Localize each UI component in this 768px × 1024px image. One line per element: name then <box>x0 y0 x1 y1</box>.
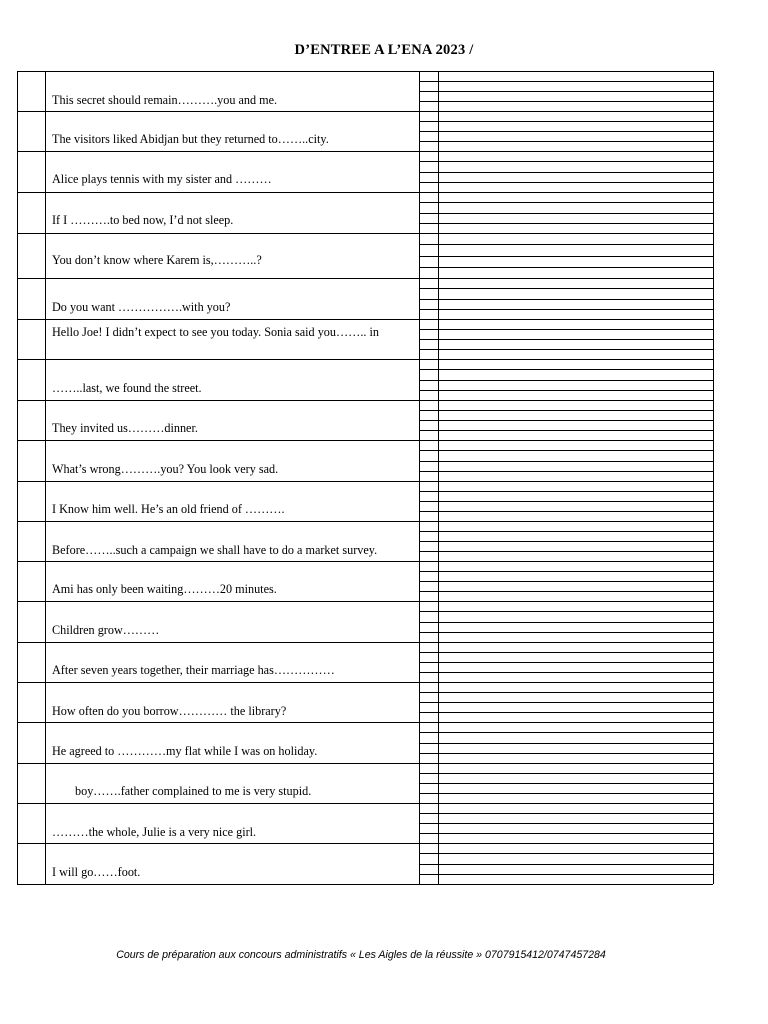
answer-grid-line <box>419 349 713 350</box>
answer-grid-line <box>419 803 713 804</box>
answer-grid-line <box>419 400 713 401</box>
answer-grid-line <box>419 390 713 391</box>
answer-grid-line <box>419 632 713 633</box>
answer-grid-line <box>419 601 713 602</box>
answer-grid-line <box>419 662 713 663</box>
answer-grid-line <box>419 267 713 268</box>
question-text: Before……..such a campaign we shall have to do a market survey. <box>52 543 378 557</box>
answer-grid-line <box>419 793 713 794</box>
answer-grid-line <box>419 369 713 370</box>
answer-grid-line <box>419 319 713 320</box>
answer-grid-line <box>419 853 713 854</box>
answer-grid-line <box>419 864 713 865</box>
question-text: After seven years together, their marriage has…………… <box>52 663 335 677</box>
question-text: Hello Joe! I didn’t expect to see you today. Sonia said you…….. in <box>52 325 379 339</box>
answer-grid-line <box>419 622 713 623</box>
table-border-right <box>713 71 714 884</box>
question-text: They invited us………dinner. <box>52 421 198 435</box>
answer-grid-line <box>419 833 713 834</box>
question-row-divider <box>17 481 419 482</box>
answer-grid-line <box>419 91 713 92</box>
question-text: He agreed to …………my flat while I was on holiday. <box>52 744 318 758</box>
question-row-divider <box>17 151 419 152</box>
page-title: D’ENTREE A L’ENA 2023 / <box>294 42 474 58</box>
answer-grid-line <box>419 233 713 234</box>
answer-grid-line <box>419 884 713 885</box>
answer-grid-line <box>419 722 713 723</box>
answer-grid-line <box>419 461 713 462</box>
question-text: ………the whole, Julie is a very nice girl. <box>52 825 257 839</box>
answer-grid-line <box>419 652 713 653</box>
answer-grid-line <box>419 299 713 300</box>
answer-grid-line <box>419 430 713 431</box>
answer-grid-line <box>419 763 713 764</box>
answer-grid-line <box>419 244 713 245</box>
answer-grid-line <box>419 182 713 183</box>
question-text: You don’t know where Karem is,………..? <box>52 253 262 267</box>
question-row-divider <box>17 763 419 764</box>
question-text: How often do you borrow………… the library? <box>52 704 287 718</box>
answer-grid-line <box>419 551 713 552</box>
answer-grid-line <box>419 420 713 421</box>
answer-grid-line <box>419 571 713 572</box>
answer-grid-line <box>419 213 713 214</box>
answer-grid-line <box>419 309 713 310</box>
question-row-divider <box>17 400 419 401</box>
question-row-divider <box>17 192 419 193</box>
answer-grid-line <box>419 223 713 224</box>
answer-grid-line <box>419 491 713 492</box>
table-border-top <box>17 71 419 72</box>
answer-grid-line <box>419 359 713 360</box>
answer-grid-line <box>419 732 713 733</box>
answer-grid-line <box>419 843 713 844</box>
answer-grid-line <box>419 172 713 173</box>
answer-grid-line <box>419 380 713 381</box>
answer-grid-line <box>419 773 713 774</box>
question-row-divider <box>17 521 419 522</box>
question-text: Ami has only been waiting………20 minutes. <box>52 582 277 596</box>
question-row-divider <box>17 561 419 562</box>
question-row-divider <box>17 440 419 441</box>
answer-grid-line <box>419 672 713 673</box>
answer-grid-line <box>419 141 713 142</box>
answer-grid-line <box>419 753 713 754</box>
answer-grid-line <box>419 161 713 162</box>
question-row-divider <box>17 319 419 320</box>
answer-grid-line <box>419 874 713 875</box>
question-row-divider <box>17 722 419 723</box>
answer-grid-line <box>419 642 713 643</box>
answer-grid-line <box>419 813 713 814</box>
answer-grid-line <box>419 712 713 713</box>
answer-grid-line <box>419 288 713 289</box>
question-row-divider <box>17 359 419 360</box>
answer-grid-line <box>419 202 713 203</box>
answer-grid-line <box>419 692 713 693</box>
answer-grid-line <box>419 823 713 824</box>
question-row-divider <box>17 682 419 683</box>
question-text: This secret should remain……….you and me. <box>52 93 278 107</box>
answer-grid-line <box>419 410 713 411</box>
answer-grid-line <box>419 131 713 132</box>
footer-note: Cours de préparation aux concours administratifs « Les Aigles de la réussite » 0707915412/0747457284 <box>116 949 606 961</box>
answer-grid-line <box>419 541 713 542</box>
answer-grid-line <box>419 743 713 744</box>
answer-grid-line <box>419 329 713 330</box>
answer-grid-line <box>419 783 713 784</box>
answer-grid-line <box>419 192 713 193</box>
question-text: ……..last, we found the street. <box>52 381 202 395</box>
answer-grid-line <box>419 111 713 112</box>
question-row-divider <box>17 843 419 844</box>
question-row-divider <box>17 884 419 885</box>
question-row-divider <box>17 233 419 234</box>
answer-grid-line <box>419 531 713 532</box>
answer-grid-line <box>419 591 713 592</box>
answer-grid-line <box>419 278 713 279</box>
question-text: boy…….father complained to me is very stupid. <box>75 784 312 798</box>
answer-grid-line <box>419 481 713 482</box>
question-text: I will go……foot. <box>52 865 141 879</box>
answer-grid-line <box>419 101 713 102</box>
question-row-divider <box>17 278 419 279</box>
answer-grid-line <box>419 450 713 451</box>
answer-grid-line <box>419 581 713 582</box>
question-row-divider <box>17 111 419 112</box>
answer-grid-line <box>419 521 713 522</box>
answer-grid-line <box>419 702 713 703</box>
answer-grid-line <box>419 121 713 122</box>
answer-grid-line <box>419 71 713 72</box>
answer-grid-line <box>419 440 713 441</box>
question-row-divider <box>17 642 419 643</box>
question-row-divider <box>17 803 419 804</box>
answer-grid-line <box>419 81 713 82</box>
answer-grid-line <box>419 501 713 502</box>
answer-grid-line <box>419 682 713 683</box>
question-text: The visitors liked Abidjan but they returned to……..city. <box>52 132 329 146</box>
answer-grid-line <box>419 611 713 612</box>
answer-grid-line <box>419 256 713 257</box>
question-text: If I ……….to bed now, I’d not sleep. <box>52 213 234 227</box>
answer-grid-line <box>419 511 713 512</box>
question-text: Alice plays tennis with my sister and ……… <box>52 172 272 186</box>
question-text: What’s wrong……….you? You look very sad. <box>52 462 279 476</box>
answer-grid-line <box>419 561 713 562</box>
question-row-divider <box>17 601 419 602</box>
question-text: Children grow……… <box>52 623 160 637</box>
question-text: I Know him well. He’s an old friend of ………. <box>52 502 285 516</box>
question-text: Do you want …………….with you? <box>52 300 231 314</box>
answer-grid-line <box>419 471 713 472</box>
answer-grid-line <box>419 339 713 340</box>
answer-grid-line <box>419 151 713 152</box>
